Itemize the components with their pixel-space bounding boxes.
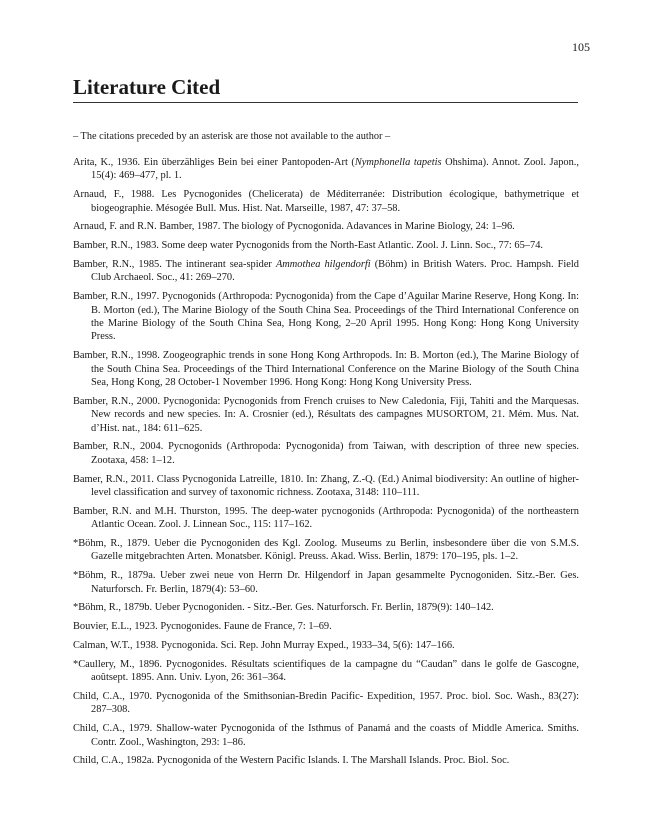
reference-entry: Bamber, R.N., 1998. Zoogeographic trends in sone Hong Kong Arthropods. In: B. Morton (ed.), The Marine Biology of the South China Sea. Proceedings of the Third International Conference on the Marine Biology of the South China Sea, Hong Kong, 28 October-1 November 1996. Hong Kong: Hong Kong University Press.: [73, 350, 579, 389]
reference-entry: Bamber, R.N., 1997. Pycnogonids (Arthropoda: Pycnogonida) from the Cape d’Aguilar Marine Reserve, Hong Kong. In: B. Morton (ed.), The Marine Biology of the South China Sea. Proceedings of the Third International Conference on the Marine Biology of the South China Sea, Hong Kong, 2–20 April 1995. Hong Kong: Hong Kong University Press.: [73, 291, 579, 343]
reference-list: [73, 156, 579, 773]
reference-entry: *Caullery, M., 1896. Pycnogonides. Résultats scientifiques de la campagne du “Caudan” dans le golfe de Gascogne, aoûtsept. 1895. Ann. Univ. Lyon, 26: 361–364.: [73, 658, 579, 684]
chapter-title: Literature Cited: [73, 73, 578, 103]
reference-entry: Bamber, R.N. and M.H. Thurston, 1995. The deep-water pycnogonids (Arthropoda: Pycnogonida) of the northeastern Atlantic Ocean. Zool. J. Linnean Soc., 115: 117–162.: [73, 505, 579, 531]
reference-entry: Child, C.A., 1970. Pycnogonida of the Smithsonian-Bredin Pacific- Expedition, 1957. Proc. biol. Soc. Wash., 83(27): 287–308.: [73, 691, 579, 716]
reference-entry: *Böhm, R., 1879a. Ueber zwei neue von Herrn Dr. Hilgendorf in Japan gesammelte Pycnogoniden. Sitz.-Ber. Ges. Naturforsch. Fr. Berlin, 1879(4): 53–60.: [73, 570, 579, 595]
reference-entry: *Böhm, R., 1879b. Ueber Pycnogoniden. - Sitz.-Ber. Ges. Naturforsch. Fr. Berlin, 1879(9): 140–142.: [73, 602, 494, 614]
reference-entry: Bouvier, E.L., 1923. Pycnogonides. Faune de France, 7: 1–69.: [73, 621, 332, 633]
reference-entry: Child, C.A., 1979. Shallow-water Pycnogonida of the Isthmus of Panamá and the coasts of Middle America. Smiths. Contr. Zool., Washington, 293: 1–86.: [73, 723, 579, 748]
reference-entry: *Böhm, R., 1879. Ueber die Pycnogoniden des Kgl. Zoolog. Museums zu Berlin, insbesondere über die von S.M.S. Gazelle mitgebrachten Arten. Monatsber. Königl. Preuss. Akad. Wiss. Berlin, 1879: 170–195, pls. 1–2.: [73, 538, 579, 563]
page-number: 105: [572, 40, 590, 54]
reference-entry: Arita, K., 1936. Ein überzähliges Bein bei einer Pantopoden-Art (Nymphonella tapetis Ohshima). Annot. Zool. Japon., 15(4): 469–477, pl. 1.: [73, 157, 579, 182]
asterisk-note: – The citations preceded by an asterisk are those not available to the author –: [73, 131, 391, 142]
reference-entry: Bamber, R.N., 1985. The intinerant sea-spider Ammothea hilgendorfi (Böhm) in British Waters. Proc. Hampsh. Field Club Archaeol. Soc., 41: 269–270.: [73, 259, 579, 284]
reference-entry: Bamber, R.N., 1983. Some deep water Pycnogonids from the North-East Atlantic. Zool. J. Linn. Soc., 77: 65–74.: [73, 240, 543, 252]
reference-entry: Bamber, R.N., 2004. Pycnogonids (Arthropoda: Pycnogonida) from Taiwan, with description of three new species. Zootaxa, 458: 1–12.: [73, 441, 579, 466]
reference-entry: Bamber, R.N., 2000. Pycnogonida: Pycnogonids from French cruises to New Caledonia, Fiji, Tahiti and the Marquesas. New records and new species. In: A. Crosnier (ed.), Résultats des campagnes MUSORTOM, 21. Mém. Mus. Nat. d’Hist. nat., 184: 611–625.: [73, 395, 579, 434]
reference-entry: Child, C.A., 1982a. Pycnogonida of the Western Pacific Islands. I. The Marshall Islands. Proc. Biol. Soc.: [73, 755, 510, 767]
reference-entry: Arnaud, F., 1988. Les Pycnogonides (Chelicerata) de Méditerranée: Distribution écologique, bathymetrique et biogeographie. Mésogée Bull. Mus. Hist. Nat. Marseille, 1987, 47: 37–58.: [73, 189, 579, 214]
reference-entry: Arnaud, F. and R.N. Bamber, 1987. The biology of Pycnogonida. Adavances in Marine Biology, 24: 1–96.: [73, 221, 515, 233]
reference-entry: Bamer, R.N., 2011. Class Pycnogonida Latreille, 1810. In: Zhang, Z.-Q. (Ed.) Animal biodiversity: An outline of higher-level classification and survey of taxonomic richness. Zootaxa, 3148: 110–111.: [73, 473, 579, 499]
reference-entry: Calman, W.T., 1938. Pycnogonida. Sci. Rep. John Murray Exped., 1933–34, 5(6): 147–166.: [73, 640, 455, 652]
